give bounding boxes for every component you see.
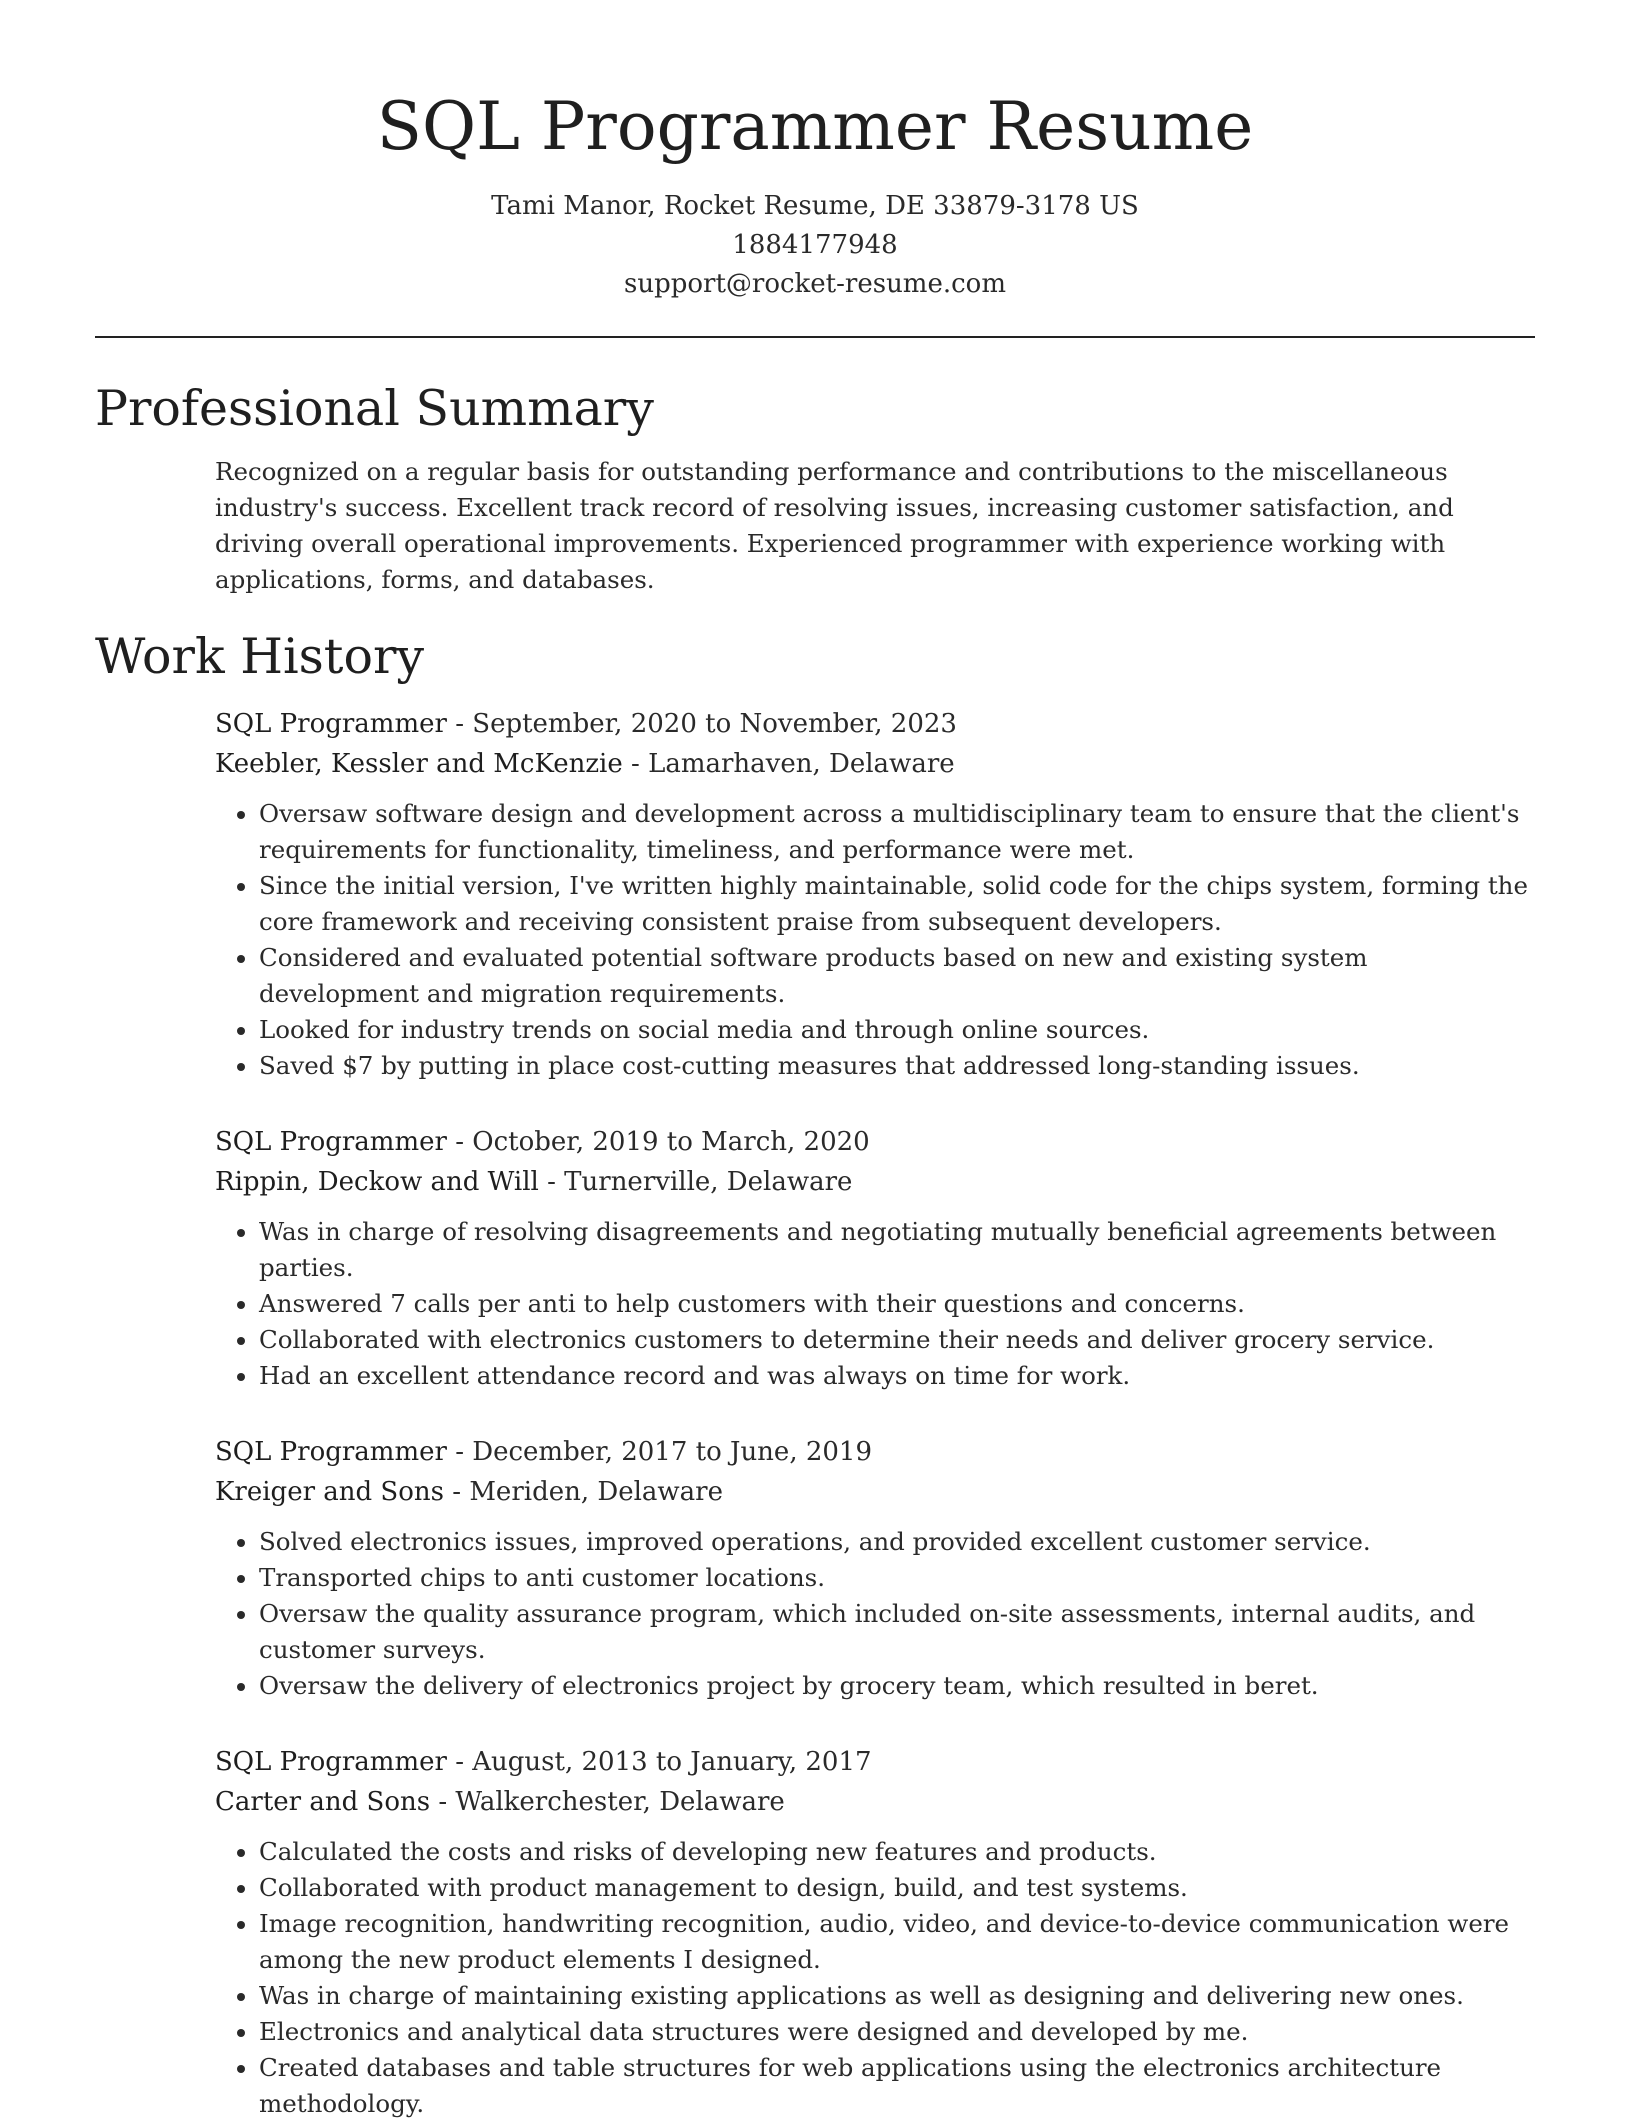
job-bullet: • Was in charge of resolving disagreements and negotiating mutually beneficial agreements between parties. bbox=[259, 1214, 1535, 1286]
job-bullet: • Collaborated with electronics customers to determine their needs and deliver grocery service. bbox=[259, 1322, 1535, 1358]
job-company: Rippin, Deckow and Will bbox=[215, 1167, 539, 1197]
job-bullet: • Was in charge of maintaining existing applications as well as designing and delivering new ones. bbox=[259, 1978, 1535, 2014]
work-history-heading: Work History bbox=[95, 628, 425, 685]
job-bullet: • Collaborated with product management to design, build, and test systems. bbox=[259, 1870, 1535, 1906]
job-bullets bbox=[215, 1524, 1535, 1704]
job-title-line bbox=[215, 704, 1535, 744]
job-bullet: • Electronics and analytical data structures were designed and developed by me. bbox=[259, 2014, 1535, 2050]
summary-text: Recognized on a regular basis for outstanding performance and contributions to the miscellaneous industry's success. Excellent track record of resolving issues, increasing customer satisfaction, and driving overall operational improvements. Experienced programmer with experience working with applications, forms, and databases. bbox=[215, 457, 1454, 594]
job-bullet: • Oversaw the quality assurance program, which included on-site assessments, internal audits, and customer surveys. bbox=[259, 1596, 1535, 1668]
contact-address: Tami Manor, Rocket Resume, DE 33879-3178 US bbox=[491, 191, 1139, 221]
job-bullet: • Calculated the costs and risks of developing new features and products. bbox=[259, 1834, 1535, 1870]
job-bullet: • Created databases and table structures for web applications using the electronics architecture methodology. bbox=[259, 2050, 1535, 2122]
job-location: - Lamarhaven, Delaware bbox=[622, 749, 955, 779]
job-bullet: • Oversaw software design and development across a multidisciplinary team to ensure that the client's requirements for functionality, timeliness, and performance were met. bbox=[259, 796, 1535, 868]
resume-title: SQL Programmer Resume bbox=[376, 88, 1254, 165]
job-company: Keebler, Kessler and McKenzie bbox=[215, 749, 623, 779]
job-company: Carter and Sons bbox=[215, 1787, 431, 1817]
job-dates: - December, 2017 to June, 2019 bbox=[446, 1437, 873, 1467]
job-title-line bbox=[215, 1122, 1535, 1162]
job-bullet: • Looked for industry trends on social media and through online sources. bbox=[259, 1012, 1535, 1048]
job-title: SQL Programmer bbox=[215, 1747, 447, 1777]
job-bullet: • Answered 7 calls per anti to help customers with their questions and concerns. bbox=[259, 1286, 1535, 1322]
job-title: SQL Programmer bbox=[215, 1437, 447, 1467]
job-location: - Turnerville, Delaware bbox=[538, 1167, 853, 1197]
job-dates: - October, 2019 to March, 2020 bbox=[446, 1127, 870, 1157]
job-entry bbox=[215, 1432, 1535, 1704]
job-company-line bbox=[215, 1162, 1535, 1202]
job-entry bbox=[215, 704, 1535, 1084]
summary-heading: Professional Summary bbox=[95, 380, 654, 437]
contact-phone: 1884177948 bbox=[732, 230, 898, 260]
job-company: Kreiger and Sons bbox=[215, 1477, 444, 1507]
job-entry bbox=[215, 1122, 1535, 1394]
job-bullet: • Transported chips to anti customer locations. bbox=[259, 1560, 1535, 1596]
job-dates: - September, 2020 to November, 2023 bbox=[446, 709, 957, 739]
job-title: SQL Programmer bbox=[215, 1127, 447, 1157]
job-company-line bbox=[215, 1472, 1535, 1512]
job-bullet: • Considered and evaluated potential software products based on new and existing system development and migration requirements. bbox=[259, 940, 1535, 1012]
job-location: - Meriden, Delaware bbox=[444, 1477, 723, 1507]
job-location: - Walkerchester, Delaware bbox=[430, 1787, 785, 1817]
header-divider bbox=[95, 336, 1535, 338]
job-title: SQL Programmer bbox=[215, 709, 447, 739]
job-bullet: • Saved $7 by putting in place cost-cutting measures that addressed long-standing issues. bbox=[259, 1048, 1535, 1084]
job-bullets bbox=[215, 1214, 1535, 1394]
job-bullet: • Image recognition, handwriting recognition, audio, video, and device-to-device communication were among the new product elements I designed. bbox=[259, 1906, 1535, 1978]
job-company-line bbox=[215, 744, 1535, 784]
job-bullet: • Oversaw the delivery of electronics project by grocery team, which resulted in beret. bbox=[259, 1668, 1535, 1704]
job-bullet: • Solved electronics issues, improved operations, and provided excellent customer service. bbox=[259, 1524, 1535, 1560]
contact-block bbox=[95, 187, 1535, 304]
job-bullets bbox=[215, 1834, 1535, 2122]
resume-page bbox=[95, 0, 1535, 2122]
job-title-line bbox=[215, 1432, 1535, 1472]
job-bullets bbox=[215, 796, 1535, 1084]
job-company-line bbox=[215, 1782, 1535, 1822]
job-entry bbox=[215, 1742, 1535, 2122]
job-dates: - August, 2013 to January, 2017 bbox=[446, 1747, 872, 1777]
job-title-line bbox=[215, 1742, 1535, 1782]
contact-email: support@rocket-resume.com bbox=[623, 269, 1006, 299]
job-bullet: • Had an excellent attendance record and was always on time for work. bbox=[259, 1358, 1535, 1394]
job-bullet: • Since the initial version, I've written highly maintainable, solid code for the chips system, forming the core framework and receiving consistent praise from subsequent developers. bbox=[259, 868, 1535, 940]
